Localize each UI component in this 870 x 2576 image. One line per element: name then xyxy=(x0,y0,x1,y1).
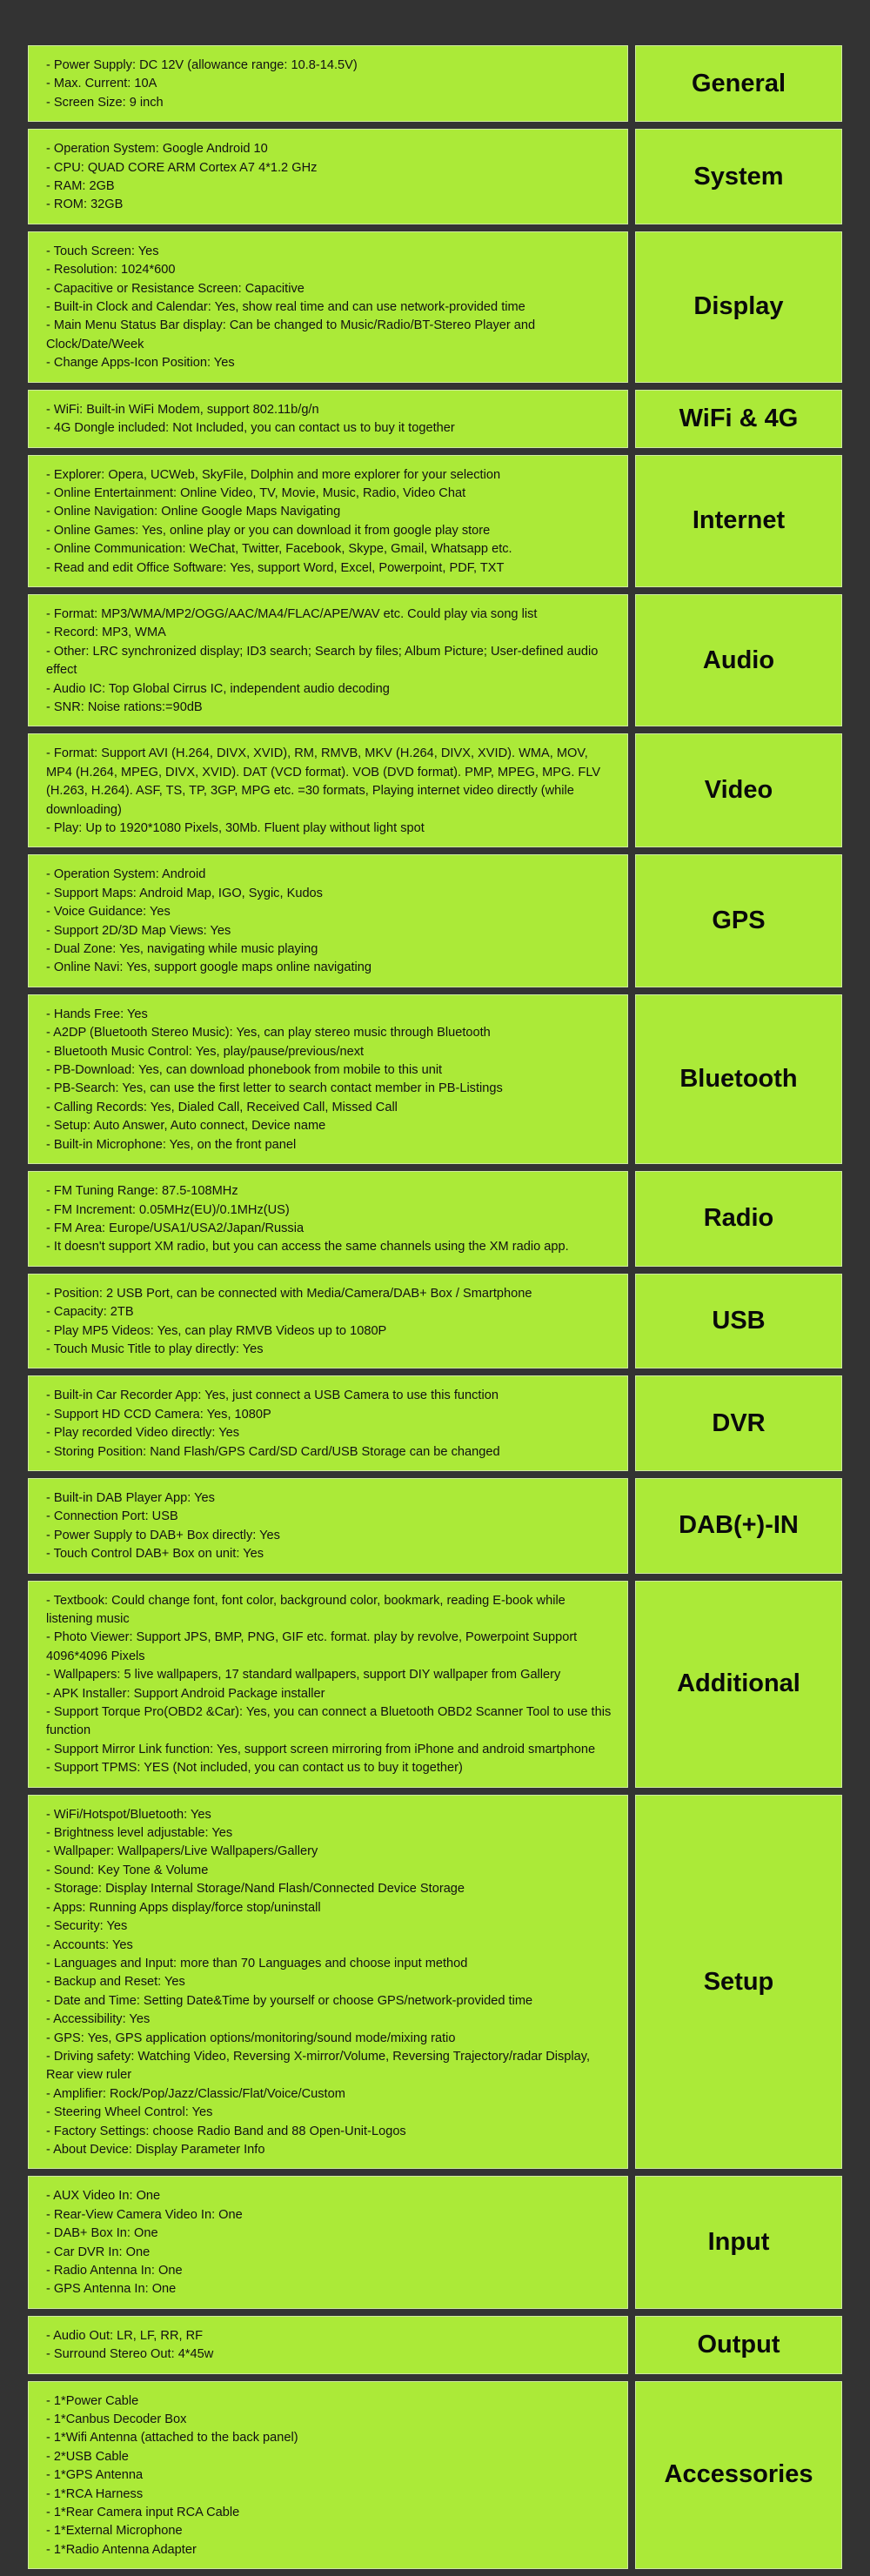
spec-line: - Other: LRC synchronized display; ID3 search; Search by files; Album Picture; User-defined audio effect xyxy=(46,644,599,678)
spec-line: - Car DVR In: One xyxy=(46,2245,151,2259)
spec-line: - WiFi: Built-in WiFi Modem, support 802.11b/g/n xyxy=(46,402,319,417)
spec-line: - FM Tuning Range: 87.5-108MHz xyxy=(46,1184,238,1199)
spec-line: - APK Installer: Support Android Package installer xyxy=(46,1686,325,1701)
spec-line: - Factory Settings: choose Radio Band and 88 Open-Unit-Logos xyxy=(46,2124,406,2138)
spec-line: - Built-in Car Recorder App: Yes, just connect a USB Camera to use this function xyxy=(46,1388,499,1403)
spec-line: - Rear-View Camera Video In: One xyxy=(46,2207,243,2222)
spec-line: - Storage: Display Internal Storage/Nand Flash/Connected Device Storage xyxy=(46,1882,465,1897)
spec-category: DAB(+)-IN xyxy=(635,1478,842,1574)
spec-row xyxy=(28,994,842,1164)
spec-details xyxy=(28,1375,628,1471)
spec-line: - FM Area: Europe/USA1/USA2/Japan/Russia xyxy=(46,1221,304,1235)
spec-details xyxy=(28,733,628,847)
spec-details xyxy=(28,1171,628,1267)
spec-details xyxy=(28,594,628,726)
spec-line: - It doesn't support XM radio, but you can access the same channels using the XM radio app. xyxy=(46,1240,569,1255)
spec-details xyxy=(28,2176,628,2308)
spec-row xyxy=(28,1795,842,2170)
spec-line: - Storing Position: Nand Flash/GPS Card/SD Card/USB Storage can be changed xyxy=(46,1444,500,1459)
spec-line: - Screen Size: 9 inch xyxy=(46,95,164,110)
spec-row xyxy=(28,1478,842,1574)
spec-details xyxy=(28,1581,628,1788)
spec-details xyxy=(28,129,628,224)
spec-line: - RAM: 2GB xyxy=(46,179,115,194)
spec-row xyxy=(28,733,842,847)
spec-line: - A2DP (Bluetooth Stereo Music): Yes, can play stereo music through Bluetooth xyxy=(46,1026,491,1040)
spec-line: - Setup: Auto Answer, Auto connect, Device name xyxy=(46,1119,326,1134)
spec-line: - 1*Radio Antenna Adapter xyxy=(46,2542,197,2557)
spec-row xyxy=(28,1274,842,1369)
spec-line: - Textbook: Could change font, font color, background color, bookmark, reading E-book while listening music xyxy=(46,1593,566,1626)
spec-line: - Sound: Key Tone & Volume xyxy=(46,1863,209,1877)
spec-line: - Support Mirror Link function: Yes, support screen mirroring from iPhone and android smartphone xyxy=(46,1742,596,1756)
spec-line: - Amplifier: Rock/Pop/Jazz/Classic/Flat/Voice/Custom xyxy=(46,2086,345,2101)
spec-line: - Wallpaper: Wallpapers/Live Wallpapers/Gallery xyxy=(46,1844,318,1859)
spec-details xyxy=(28,2316,628,2374)
spec-row xyxy=(28,390,842,448)
spec-line: - Bluetooth Music Control: Yes, play/pause/previous/next xyxy=(46,1044,365,1059)
spec-line: - 1*External Microphone xyxy=(46,2524,183,2539)
spec-row xyxy=(28,2316,842,2374)
spec-line: - Play MP5 Videos: Yes, can play RMVB Videos up to 1080P xyxy=(46,1323,387,1338)
spec-row xyxy=(28,2381,842,2570)
spec-line: - Date and Time: Setting Date&Time by yourself or choose GPS/network-provided time xyxy=(46,1993,533,2008)
spec-row xyxy=(28,854,842,987)
spec-line: - Online Navi: Yes, support google maps online navigating xyxy=(46,960,371,975)
spec-row xyxy=(28,1581,842,1788)
spec-category: Video xyxy=(635,733,842,847)
spec-category: System xyxy=(635,129,842,224)
spec-category: Bluetooth xyxy=(635,994,842,1164)
spec-line: - Power Supply: DC 12V (allowance range: 10.8-14.5V) xyxy=(46,58,358,72)
spec-line: - CPU: QUAD CORE ARM Cortex A7 4*1.2 GHz xyxy=(46,160,318,175)
spec-line: - GPS: Yes, GPS application options/monitoring/sound mode/mixing ratio xyxy=(46,2031,456,2045)
spec-line: - Read and edit Office Software: Yes, support Word, Excel, Powerpoint, PDF, TXT xyxy=(46,560,505,575)
spec-line: - 1*Canbus Decoder Box xyxy=(46,2412,187,2427)
spec-line: - PB-Search: Yes, can use the first letter to search contact member in PB-Listings xyxy=(46,1081,503,1096)
spec-line: - AUX Video In: One xyxy=(46,2189,161,2204)
spec-category: Internet xyxy=(635,455,842,587)
spec-line: - Format: Support AVI (H.264, DIVX, XVID), RM, RMVB, MKV (H.264, DIVX, XVID). WMA, MOV, MP4 (H.264, MPEG, DIVX, XVID). DAT (VCD format). VOB (DVD format). PMP, MPEG, MPG. FLV (H.263, H.264). ASF, TS, TP, 3GP, MPG etc. =30 formats, Playing internet video directly (while downloading) xyxy=(46,746,601,817)
spec-line: - Max. Current: 10A xyxy=(46,77,157,91)
spec-line: - Connection Port: USB xyxy=(46,1509,178,1524)
spec-line: - Accounts: Yes xyxy=(46,1937,133,1952)
spec-category: USB xyxy=(635,1274,842,1369)
spec-line: - Online Games: Yes, online play or you can download it from google play store xyxy=(46,523,491,538)
spec-line: - Built-in Clock and Calendar: Yes, show real time and can use network-provided time xyxy=(46,300,525,315)
spec-line: - Surround Stereo Out: 4*45w xyxy=(46,2347,214,2362)
spec-line: - Dual Zone: Yes, navigating while music playing xyxy=(46,942,318,957)
spec-line: - Built-in DAB Player App: Yes xyxy=(46,1490,215,1505)
spec-line: - 1*RCA Harness xyxy=(46,2486,144,2501)
spec-line: - ROM: 32GB xyxy=(46,197,124,212)
spec-details xyxy=(28,390,628,448)
spec-line: - Touch Screen: Yes xyxy=(46,244,159,258)
spec-row xyxy=(28,231,842,383)
spec-category: Additional xyxy=(635,1581,842,1788)
spec-line: - Steering Wheel Control: Yes xyxy=(46,2105,213,2120)
spec-category: General xyxy=(635,45,842,122)
spec-line: - Format: MP3/WMA/MP2/OGG/AAC/MA4/FLAC/APE/WAV etc. Could play via song list xyxy=(46,606,538,621)
spec-line: - Position: 2 USB Port, can be connected with Media/Camera/DAB+ Box / Smartphone xyxy=(46,1286,532,1301)
spec-row xyxy=(28,1375,842,1471)
spec-line: - Online Entertainment: Online Video, TV, Movie, Music, Radio, Video Chat xyxy=(46,485,466,500)
spec-line: - Support TPMS: YES (Not included, you can contact us to buy it together) xyxy=(46,1761,463,1776)
spec-line: - Touch Control DAB+ Box on unit: Yes xyxy=(46,1547,264,1562)
spec-details xyxy=(28,455,628,587)
spec-line: - Brightness level adjustable: Yes xyxy=(46,1826,233,1841)
spec-line: - Online Communication: WeChat, Twitter, Facebook, Skype, Gmail, Whatsapp etc. xyxy=(46,542,512,557)
spec-line: - Calling Records: Yes, Dialed Call, Received Call, Missed Call xyxy=(46,1100,398,1114)
spec-line: - Driving safety: Watching Video, Reversing X-mirror/Volume, Reversing Trajectory/radar Display, Rear view ruler xyxy=(46,2049,591,2083)
spec-line: - 1*Power Cable xyxy=(46,2393,139,2408)
spec-line: - Power Supply to DAB+ Box directly: Yes xyxy=(46,1528,280,1542)
spec-line: - Capacitive or Resistance Screen: Capacitive xyxy=(46,281,304,296)
spec-line: - Photo Viewer: Support JPS, BMP, PNG, GIF etc. format. play by revolve, Powerpoint Support 4096*4096 Pixels xyxy=(46,1630,578,1663)
spec-category: Accessories xyxy=(635,2381,842,2570)
spec-line: - Change Apps-Icon Position: Yes xyxy=(46,356,235,371)
spec-row xyxy=(28,2176,842,2308)
spec-line: - Hands Free: Yes xyxy=(46,1007,148,1021)
spec-line: - About Device: Display Parameter Info xyxy=(46,2142,265,2157)
spec-line: - Record: MP3, WMA xyxy=(46,626,166,640)
spec-line: - Resolution: 1024*600 xyxy=(46,263,176,278)
spec-line: - Main Menu Status Bar display: Can be changed to Music/Radio/BT-Stereo Player and Clock/Date/Week xyxy=(46,318,536,351)
spec-line: - WiFi/Hotspot/Bluetooth: Yes xyxy=(46,1807,211,1822)
spec-line: - DAB+ Box In: One xyxy=(46,2226,158,2241)
spec-line: - FM Increment: 0.05MHz(EU)/0.1MHz(US) xyxy=(46,1202,290,1217)
spec-line: - Operation System: Google Android 10 xyxy=(46,142,268,157)
spec-details xyxy=(28,1795,628,2170)
spec-line: - Apps: Running Apps display/force stop/uninstall xyxy=(46,1900,321,1915)
spec-details xyxy=(28,231,628,383)
spec-details xyxy=(28,854,628,987)
spec-category: Setup xyxy=(635,1795,842,2170)
spec-category: WiFi & 4G xyxy=(635,390,842,448)
spec-line: - PB-Download: Yes, can download phonebook from mobile to this unit xyxy=(46,1063,443,1078)
spec-line: - Touch Music Title to play directly: Yes xyxy=(46,1342,264,1356)
spec-row xyxy=(28,594,842,726)
spec-table xyxy=(28,45,842,2576)
spec-details xyxy=(28,2381,628,2570)
spec-line: - 1*Wifi Antenna (attached to the back panel) xyxy=(46,2431,298,2446)
spec-line: - Languages and Input: more than 70 Languages and choose input method xyxy=(46,1956,468,1970)
spec-row xyxy=(28,455,842,587)
spec-line: - Radio Antenna In: One xyxy=(46,2264,183,2278)
spec-line: - Support Torque Pro(OBD2 &Car): Yes, you can connect a Bluetooth OBD2 Scanner Tool to use this function xyxy=(46,1705,612,1738)
spec-line: - 1*GPS Antenna xyxy=(46,2468,144,2483)
spec-category: Input xyxy=(635,2176,842,2308)
spec-category: Audio xyxy=(635,594,842,726)
spec-line: - Audio Out: LR, LF, RR, RF xyxy=(46,2328,204,2343)
spec-line: - Play: Up to 1920*1080 Pixels, 30Mb. Fluent play without light spot xyxy=(46,821,425,835)
spec-category: Output xyxy=(635,2316,842,2374)
spec-row xyxy=(28,129,842,224)
spec-line: - 1*Rear Camera input RCA Cable xyxy=(46,2506,240,2520)
spec-line: - Wallpapers: 5 live wallpapers, 17 standard wallpapers, support DIY wallpaper from Gallery xyxy=(46,1668,561,1683)
spec-category: Display xyxy=(635,231,842,383)
spec-line: - SNR: Noise rations:=90dB xyxy=(46,699,203,714)
spec-details xyxy=(28,1478,628,1574)
spec-line: - 2*USB Cable xyxy=(46,2449,129,2464)
spec-row xyxy=(28,45,842,122)
spec-details xyxy=(28,1274,628,1369)
spec-line: - Operation System: Android xyxy=(46,867,206,882)
spec-category: DVR xyxy=(635,1375,842,1471)
spec-line: - Play recorded Video directly: Yes xyxy=(46,1426,240,1441)
spec-category: Radio xyxy=(635,1171,842,1267)
spec-line: - Voice Guidance: Yes xyxy=(46,905,171,920)
spec-line: - GPS Antenna In: One xyxy=(46,2282,177,2297)
spec-category: GPS xyxy=(635,854,842,987)
spec-line: - Built-in Microphone: Yes, on the front panel xyxy=(46,1137,297,1152)
spec-line: - Security: Yes xyxy=(46,1919,128,1934)
spec-details xyxy=(28,994,628,1164)
spec-line: - 4G Dongle included: Not Included, you can contact us to buy it together xyxy=(46,421,455,436)
spec-line: - Capacity: 2TB xyxy=(46,1305,134,1320)
spec-line: - Support Maps: Android Map, IGO, Sygic, Kudos xyxy=(46,886,323,900)
spec-line: - Online Navigation: Online Google Maps Navigating xyxy=(46,505,341,519)
spec-line: - Backup and Reset: Yes xyxy=(46,1975,185,1990)
spec-line: - Audio IC: Top Global Cirrus IC, independent audio decoding xyxy=(46,681,390,696)
spec-line: - Support HD CCD Camera: Yes, 1080P xyxy=(46,1407,271,1422)
spec-row xyxy=(28,1171,842,1267)
spec-line: - Explorer: Opera, UCWeb, SkyFile, Dolphin and more explorer for your selection xyxy=(46,467,501,482)
spec-line: - Support 2D/3D Map Views: Yes xyxy=(46,923,231,938)
spec-details xyxy=(28,45,628,122)
spec-line: - Accessibility: Yes xyxy=(46,2012,151,2027)
